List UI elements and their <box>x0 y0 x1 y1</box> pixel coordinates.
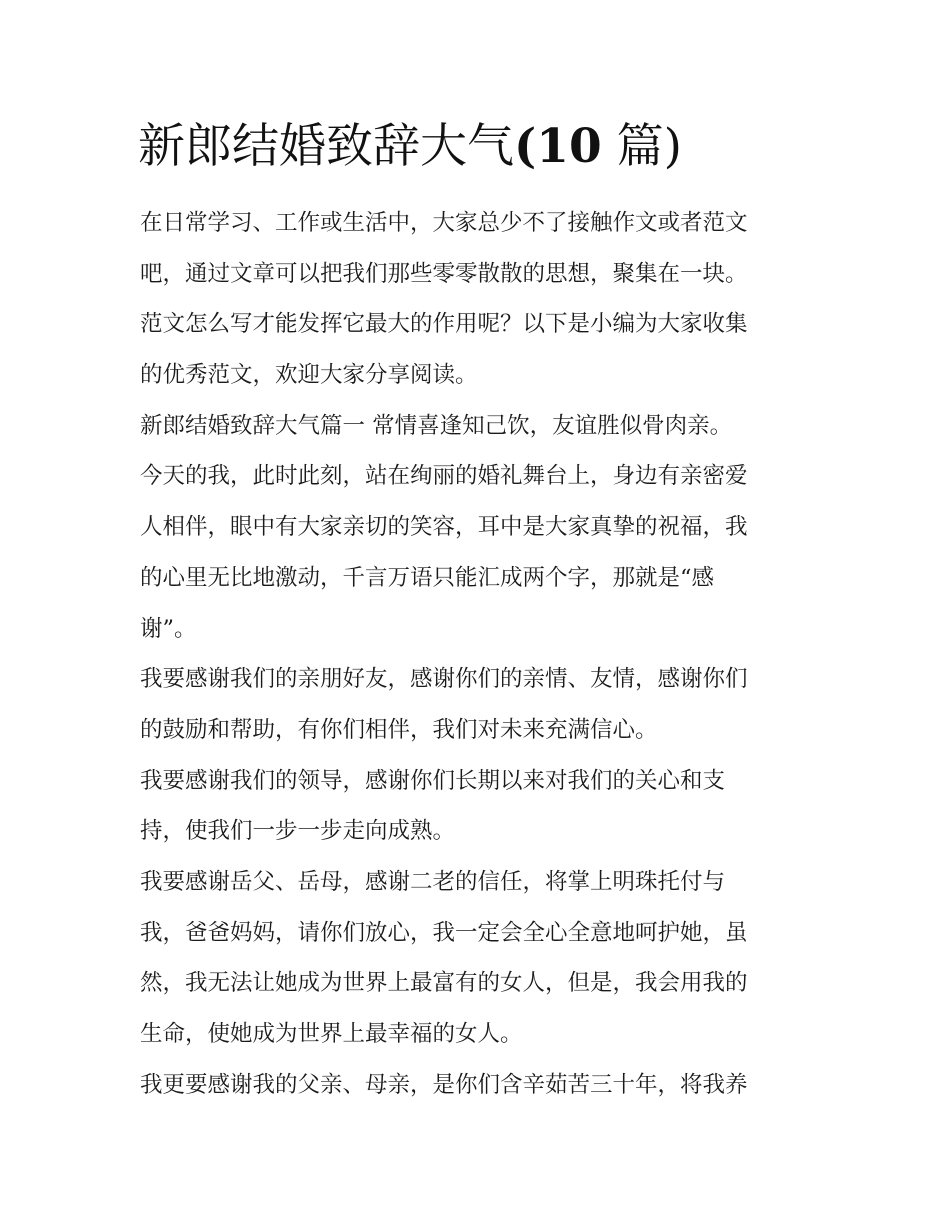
text-line: 持，使我们一步一步走向成熟。 <box>140 818 456 845</box>
text-line: 人相伴，眼中有大家亲切的笑容，耳中是大家真挚的祝福，我 <box>140 514 748 541</box>
text-line: 的心里无比地激动，千言万语只能汇成两个字，那就是“感 <box>140 564 715 591</box>
text-line: 我要感谢岳父、岳母，感谢二老的信任，将掌上明珠托付与 <box>140 868 726 895</box>
text-line: 谢”。 <box>140 615 197 642</box>
text-line: 然，我无法让她成为世界上最富有的女人，但是，我会用我的 <box>140 970 748 997</box>
text-line: 我要感谢我们的领导，感谢你们长期以来对我们的关心和支 <box>140 767 726 794</box>
title-main: 新郎结婚致辞大气 <box>138 119 514 174</box>
document-body <box>140 198 820 1110</box>
text-line: 我更要感谢我的父亲、母亲，是你们含辛茹苦三十年，将我养 <box>140 1071 748 1098</box>
text-line: 我要感谢我们的亲朋好友，感谢你们的亲情、友情，感谢你们 <box>140 666 748 693</box>
text-line: 的优秀范文，欢迎大家分享阅读。 <box>140 362 478 389</box>
title-count: (10 <box>514 119 602 174</box>
title-unit: 篇) <box>616 119 682 174</box>
text-line: 吧，通过文章可以把我们那些零零散散的思想，聚集在一块。 <box>140 260 748 287</box>
text-line: 的鼓励和帮助，有你们相伴，我们对未来充满信心。 <box>140 716 658 743</box>
text-line: 在日常学习、工作或生活中，大家总少不了接触作文或者范文 <box>140 210 748 236</box>
text-line: 今天的我，此时此刻，站在绚丽的婚礼舞台上，身边有亲密爱 <box>140 463 748 490</box>
text-line: 新郎结婚致辞大气篇一 常情喜逢知己饮，友谊胜似骨肉亲。 <box>140 412 733 439</box>
text-line: 范文怎么写才能发挥它最大的作用呢？以下是小编为大家收集 <box>140 311 748 338</box>
text-line: 我，爸爸妈妈，请你们放心，我一定会全心全意地呵护她，虽 <box>140 919 748 946</box>
page-title <box>138 116 838 178</box>
text-line: 生命，使她成为世界上最幸福的女人。 <box>140 1021 523 1047</box>
